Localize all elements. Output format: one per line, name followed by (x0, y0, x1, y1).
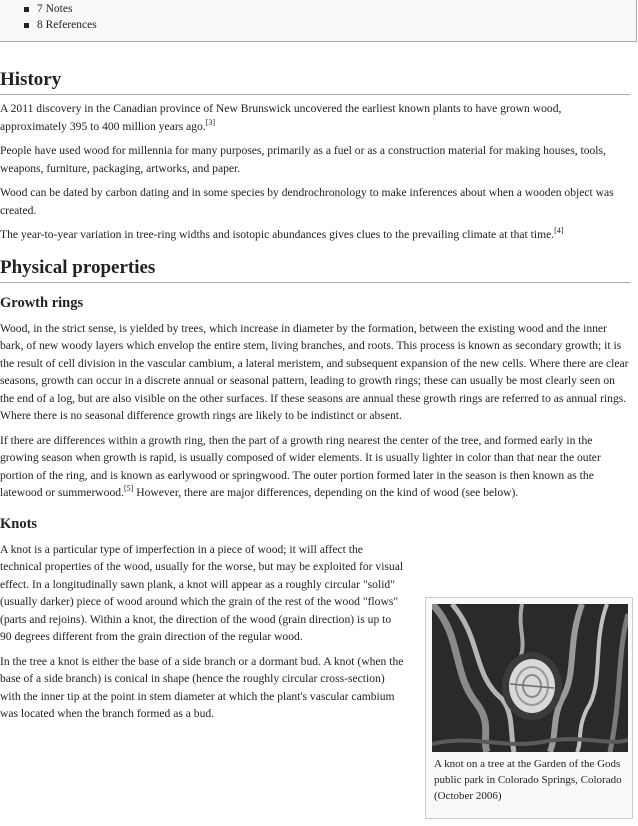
toc-item-label[interactable]: 8 References (37, 19, 97, 31)
toc-item-references[interactable] (24, 17, 97, 33)
paragraph: A knot is a particular type of imperfection in a piece of wood; it will affect the technical properties of the wood, usually for the worse, but may be exploited for visual effect. In a longitudinally sawn plank, a knot will appear as a roughly circular "solid" (usually darker) piece of wood around which the grain of the rest of the wood "flows" (parts and rejoins). Within a knot, the direction of the wood (grain direction) is up to 90 degrees different from the grain direction of the regular wood. (0, 542, 404, 643)
paragraph: The year-to-year variation in tree-ring widths and isotopic abundances gives clues to the prevailing climate at that time.[4] (0, 226, 564, 241)
citation-link[interactable]: [3] (205, 117, 216, 127)
citation-link[interactable]: [4] (554, 226, 564, 236)
square-bullet-icon (24, 7, 29, 12)
toc-item-label[interactable]: 7 Notes (37, 3, 73, 15)
figure-thumbnail[interactable] (425, 597, 633, 819)
table-of-contents (0, 0, 637, 42)
figure-caption: A knot on a tree at the Garden of the Gods public park in Colorado Springs, Colorado (October 2006) (434, 758, 622, 802)
knot-photo-image[interactable] (432, 604, 628, 752)
subsection-heading-growth-rings: Growth rings (0, 294, 84, 311)
section-heading-history: History (0, 66, 630, 95)
subsection-heading-knots: Knots (0, 515, 38, 532)
paragraph: In the tree a knot is either the base of a side branch or a dormant bud. A knot (when the base of a side branch) is conical in shape (hence the roughly circular cross-section) with the inner tip at the point in stem diameter at which the plant's vascular cambium was located when the branch formed as a bud. (0, 654, 404, 720)
paragraph: A 2011 discovery in the Canadian province of New Brunswick uncovered the earliest known plants to have grown wood, approximately 395 to 400 million years ago.[3] (0, 102, 562, 133)
paragraph: Wood, in the strict sense, is yielded by trees, which increase in diameter by the formation, between the existing wood and the inner bark, of new woody layers which envelop the entire stem, living branches, and roots. This process is known as secondary growth; it is the result of cell division in the vascular cambium, a lateral meristem, and subsequent expansion of the new cells. Where there are clear seasons, growth can occur in a discrete annual or seasonal pattern, leading to growth rings; these can usually be most clearly seen on the end of a log, but are also visible on the other surfaces. If these seasons are annual these growth rings are referred to as annual rings. Where there is no seasonal difference growth rings are likely to be indistinct or absent. (0, 321, 629, 422)
paragraph: Wood can be dated by carbon dating and in some species by dendrochronology to make inferences about when a wooden object was created. (0, 186, 614, 217)
section-heading-physical-properties: Physical properties (0, 254, 630, 283)
paragraph: People have used wood for millennia for many purposes, primarily as a fuel or as a construction material for making houses, tools, weapons, furniture, packaging, artworks, and paper. (0, 144, 606, 175)
citation-link[interactable]: [5] (123, 484, 134, 494)
square-bullet-icon (24, 23, 29, 28)
toc-item-notes[interactable] (24, 1, 97, 17)
paragraph: If there are differences within a growth ring, then the part of a growth ring nearest the center of the tree, and formed early in the growing season when growth is rapid, is usually composed of wider elements. It is usually lighter in color than that near the outer portion of the ring, and is known as earlywood or springwood. The outer portion formed later in the season is then known as the latewood or summerwood.[5] However, there are major differences, depending on the kind of wood (see below). (0, 433, 601, 499)
